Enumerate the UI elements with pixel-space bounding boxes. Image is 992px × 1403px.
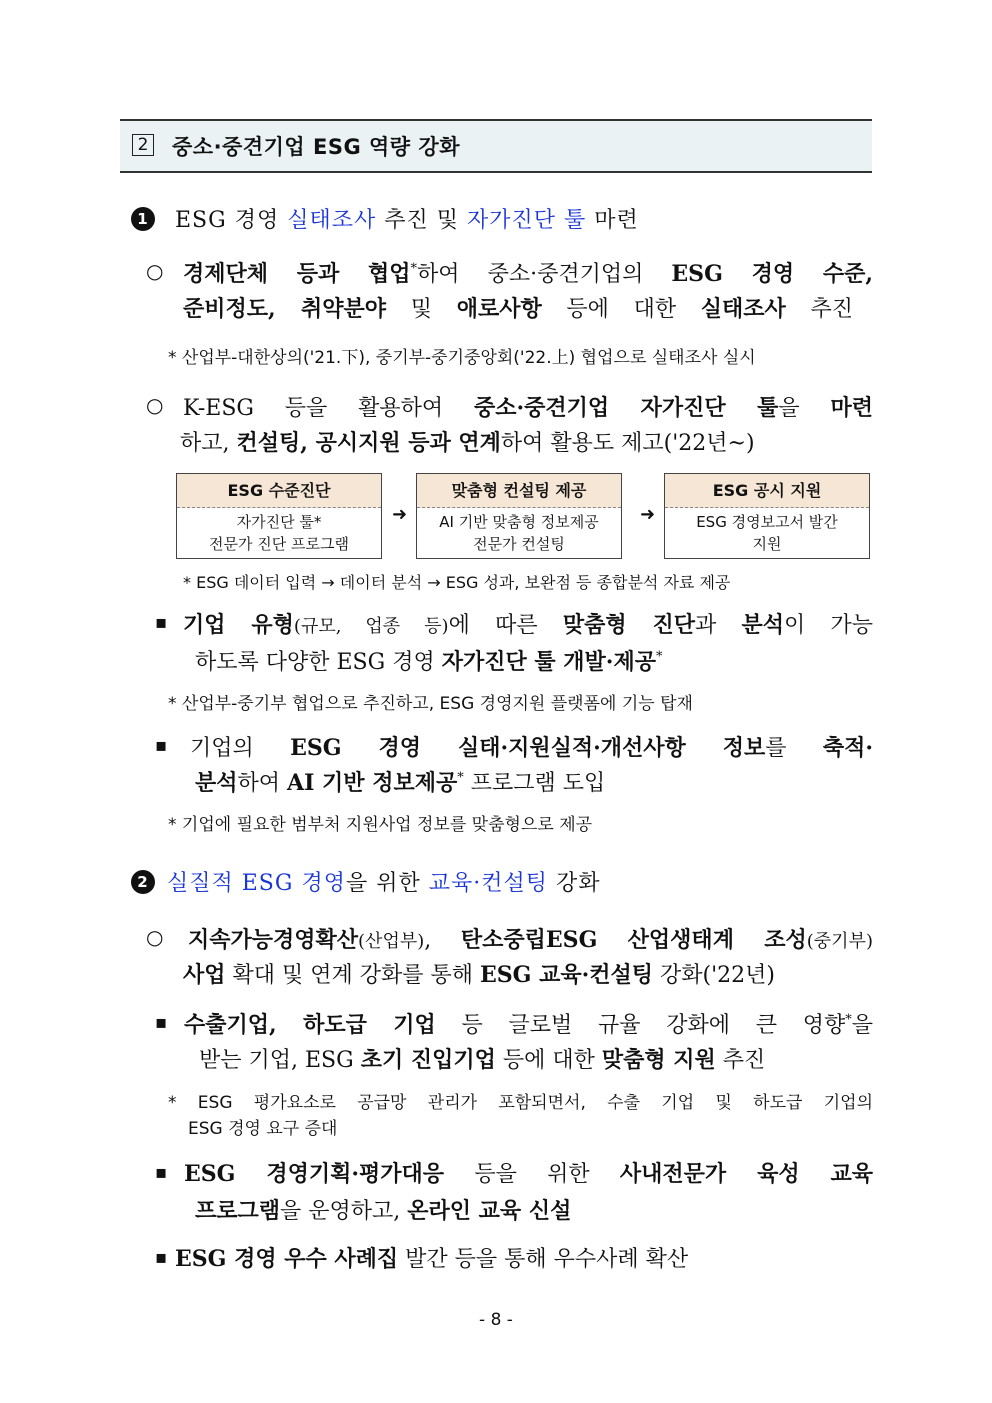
flow-box-diagnosis	[176, 473, 382, 559]
flow-box-consulting	[416, 473, 622, 559]
s2-note: * 기업에 필요한 범부처 지원사업 정보를 맞춤형으로 제공	[168, 815, 593, 835]
square-bullet-marker: ▪	[155, 1247, 168, 1268]
flow-note: * ESG 데이터 입력 → 데이터 분석 → ESG 성과, 보완점 등 종합분석 자료 제공	[183, 573, 731, 592]
flow-arrow: ➜	[640, 504, 656, 525]
square-bullet-marker: ▪	[155, 612, 168, 633]
item1-heading: 1 ESG 경영 실태조사 추진 및 자가진단 툴 마련	[131, 203, 639, 234]
bullet-marker: ○	[146, 393, 164, 417]
bullet-marker: ○	[146, 925, 164, 949]
s4-line2: 프로그램을 운영하고, 온라인 교육 신설	[195, 1198, 572, 1224]
b1-note: * 산업부-대한상의('21.下), 중기부-중기중앙회('22.上) 협업으로 실태조사 실시	[168, 348, 756, 368]
s3-note-line1: * ESG 평가요소로 공급망 관리가 포함되면서, 수출 기업 및 하도급 기업의	[168, 1093, 873, 1113]
flow-box-body: AI 기반 맞춤형 정보제공 전문가 컨설팅	[439, 513, 599, 553]
item2-marker: 2	[131, 870, 155, 894]
square-bullet-marker: ▪	[155, 1012, 168, 1033]
b2-line1: K-ESG 등을 활용하여 중소·중견기업 자가진단 툴을 마련	[183, 395, 873, 421]
s1-line1: 기업 유형(규모, 업종 등)에 따른 맞춤형 진단과 분석이 가능	[183, 612, 874, 638]
b3-line1: 지속가능경영확산(산업부), 탄소중립ESG 산업생태계 조성(중기부)	[188, 927, 873, 953]
item2-heading: 2 실질적 ESG 경영을 위한 교육·컨설팅 강화	[131, 866, 600, 897]
flow-arrow: ➜	[392, 504, 408, 525]
s1-note: * 산업부-중기부 협업으로 추진하고, ESG 경영지원 플랫폼에 기능 탑재	[168, 694, 693, 714]
b1-line2: 준비정도, 취약분야 및 애로사항 등에 대한 실태조사 추진	[183, 296, 853, 322]
b2-line2: 하고, 컨설팅, 공시지원 등과 연계하여 활용도 제고('22년~)	[180, 430, 755, 456]
page-number: - 8 -	[479, 1310, 513, 1330]
square-bullet-marker: ▪	[155, 735, 168, 756]
s1-line2: 하도록 다양한 ESG 경영 자가진단 툴 개발·제공*	[195, 649, 663, 675]
s5-line1: ESG 경영 우수 사례집 발간 등을 통해 우수사례 확산	[175, 1246, 689, 1272]
section-number: 2	[132, 134, 154, 156]
flow-box-body: ESG 경영보고서 발간 지원	[696, 513, 838, 553]
square-bullet-marker: ▪	[155, 1162, 168, 1183]
flow-box-body: 자가진단 툴* 전문가 진단 프로그램	[209, 513, 349, 553]
s2-line2: 분석하여 AI 기반 정보제공* 프로그램 도입	[195, 770, 606, 796]
flow-box-disclosure	[664, 473, 870, 559]
bullet-marker: ○	[146, 259, 164, 283]
item1-marker: 1	[131, 207, 155, 231]
flow-box-title: ESG 수준진단	[177, 474, 381, 508]
flow-box-title: ESG 공시 지원	[665, 474, 869, 508]
section-title: 중소·중견기업 ESG 역량 강화	[172, 135, 460, 159]
s3-line1: 수출기업, 하도급 기업 등 글로벌 규율 강화에 큰 영향*을	[184, 1012, 873, 1038]
b1-line1: 경제단체 등과 협업*하여 중소·중견기업의 ESG 경영 수준,	[183, 261, 873, 287]
section-header	[120, 119, 872, 173]
s4-line1: ESG 경영기획·평가대응 등을 위한 사내전문가 육성 교육	[184, 1161, 874, 1187]
b3-line2: 사업 확대 및 연계 강화를 통해 ESG 교육·컨설팅 강화('22년)	[183, 962, 775, 988]
flow-box-title: 맞춤형 컨설팅 제공	[417, 474, 621, 508]
s2-line1: 기업의 ESG 경영 실태·지원실적·개선사항 정보를 축적·	[190, 735, 873, 761]
s3-line2: 받는 기업, ESG 초기 진입기업 등에 대한 맞춤형 지원 추진	[199, 1047, 766, 1073]
s3-note-line2: ESG 경영 요구 증대	[188, 1119, 338, 1139]
